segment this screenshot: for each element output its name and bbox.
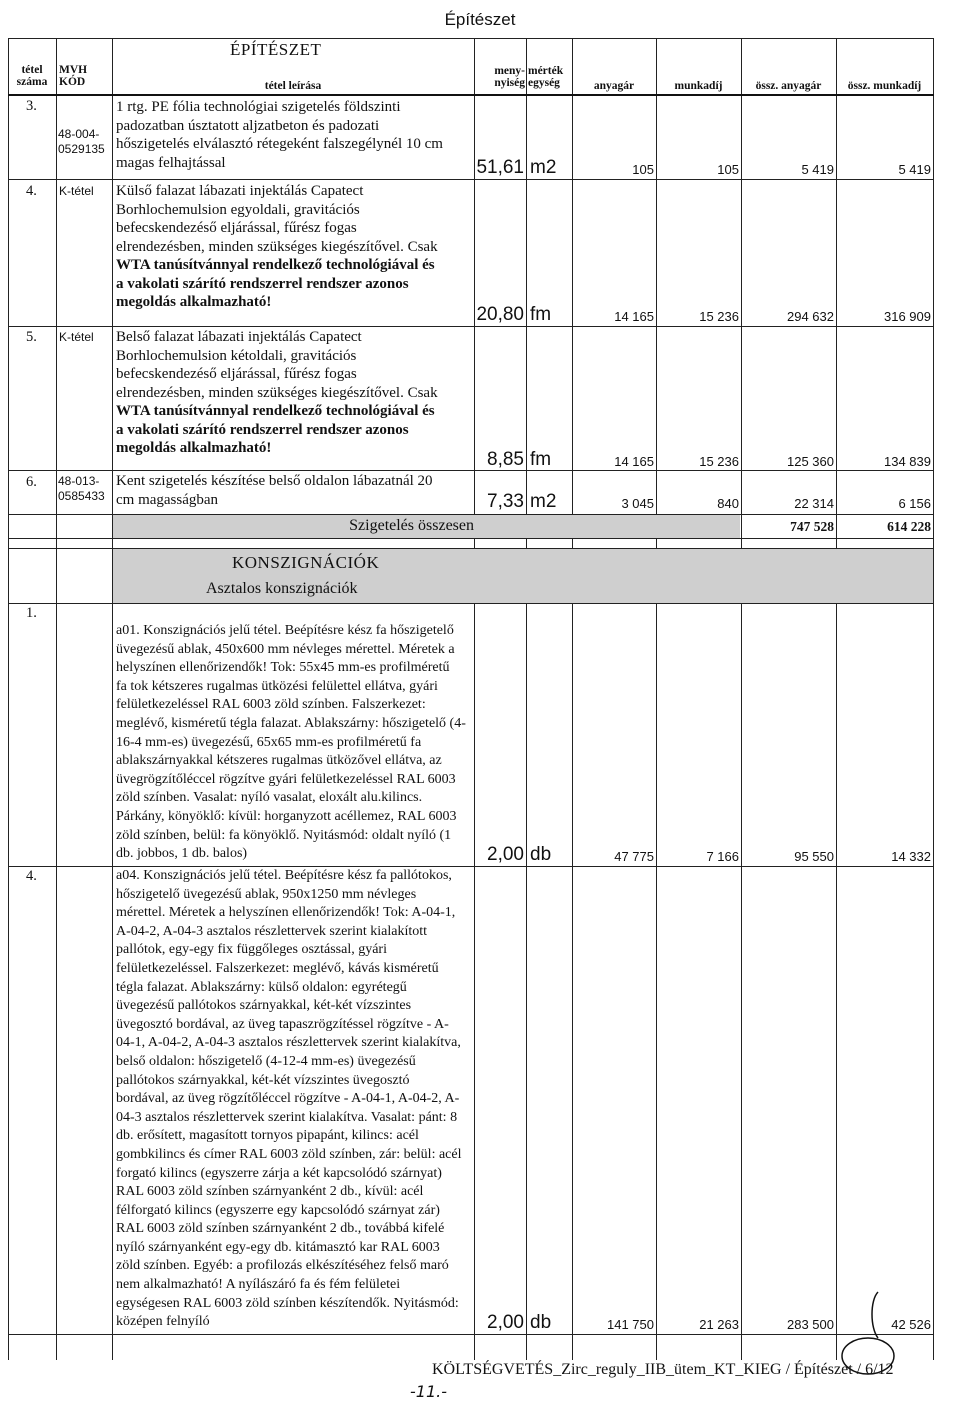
description-line: félforgató kilincs (egyszerre egy kapcsolódó szárnyat zár) <box>116 1202 440 1218</box>
row-labour: 7 166 <box>706 849 739 864</box>
description-line: a01. Konszignációs jelű tétel. Beépítésre kész fa hőszigetelő <box>116 623 454 638</box>
description-line: db. erősített, magasított tornyos pipapánt, kilincs: acél <box>116 1128 419 1144</box>
row-description <box>116 328 472 458</box>
row-material: 47 775 <box>614 849 654 864</box>
handwritten-bracket-mark <box>864 1290 884 1340</box>
handwritten-mark: -11.- <box>410 1382 447 1401</box>
description-line: pallótok, egy-egy fix függőleges osztással, gyári <box>116 942 387 958</box>
row-total-labour: 6 156 <box>898 496 931 511</box>
description-line: üvegezésű ablak, 450x600 mm névleges mérettel. Méretek a <box>116 641 455 657</box>
description-line: hőszigetelő üvegezésű ablak, 950x1250 mm névleges <box>116 886 417 902</box>
grid-line <box>933 38 934 1360</box>
row-unit: fm <box>530 449 552 470</box>
header-code: MVH KÓD <box>59 64 88 88</box>
subtotal-total-material: 747 528 <box>790 519 834 534</box>
description-line: üvegosztó bordával, az üveg tapaszrögzítéssel rögzítve - A- <box>116 1016 449 1032</box>
footer-filename: KÖLTSÉGVETÉS_Zirc_reguly_IIB_ütem_KT_KIEG / Építészet / 6/12 <box>432 1361 894 1378</box>
row-number: 5. <box>26 329 37 345</box>
description-line: ablakszárnyakkal kétszeres rugalmas ütközővel ellátva, az <box>116 753 442 769</box>
grid-line <box>836 38 837 1360</box>
row-material: 14 165 <box>614 454 654 469</box>
row-number: 6. <box>26 474 37 490</box>
description-line: nyíló szárnyanként egy-egy db. kitámasztó kar RAL 6003 <box>116 1239 440 1255</box>
header-quantity: meny- nyiség <box>494 65 525 89</box>
description-line: elrendezésben, minden szükséges kiegészítővel. Csak <box>116 238 438 255</box>
header-total-labour: össz. munkadíj <box>847 80 922 92</box>
row-total-material: 125 360 <box>787 454 834 469</box>
description-line: felületkezeléssel. Falszerkezet: meglévő, kávás kisméretű <box>116 960 439 976</box>
row-total-labour: 316 909 <box>884 309 931 324</box>
description-line: 04-3 asztalos részlettervek szerint kialakítva. Vasalat: pánt: 8 <box>116 1109 458 1125</box>
row-total-material: 294 632 <box>787 309 834 324</box>
description-line: egységesen RAL 6003 zöld színben készítendők. Nyitásmód: <box>116 1295 459 1311</box>
description-line: bordával, az üveg rögzítőléccel rögzítve - A-04-1, A-04-2, A- <box>116 1091 460 1107</box>
row-description <box>116 867 472 1332</box>
description-line: befecskendezéső eljárással, fűrész fogas <box>116 220 357 236</box>
description-line: forgató kilincs (egyszerre zárja a két kapcsolódó szárnyat) <box>116 1165 442 1181</box>
grid-line <box>112 38 113 1360</box>
row-total-labour: 134 839 <box>884 454 931 469</box>
description-line: mérettel. Méretek a helyszínen ellenőrizendők! Tok: A-04-1, <box>116 905 456 921</box>
row-description <box>116 98 472 172</box>
grid-line <box>474 38 475 1360</box>
description-line: fa tok kétszeres rugalmas ütközési felülettel ellátva, gyári <box>116 678 438 694</box>
grid-line <box>8 470 934 471</box>
description-line: tégla falazat. Ablakszárny: külső oldalon: egyrétegű <box>116 979 407 995</box>
header-description: tétel leírása <box>264 80 322 92</box>
row-quantity: 20,80 <box>476 304 524 325</box>
description-line: Kent szigetelés készítése belső oldalon lábazatnál 20 <box>116 473 433 489</box>
description-line: a04. Konszignációs jelű tétel. Beépítésre kész fa pallótokos, <box>116 868 452 883</box>
description-line: megoldás alkalmazható! <box>116 440 272 456</box>
row-code: K-tétel <box>59 330 94 344</box>
grid-line <box>8 38 934 39</box>
description-line: padozatban úsztatott aljzatbeton és padozati <box>116 117 380 134</box>
row-number: 4. <box>26 183 37 199</box>
description-line: Belső falazat lábazati injektálás Capatect <box>116 329 362 345</box>
description-line: belső oldalon: hőszigetelő (4-12-4 mm-es) üvegezésű <box>116 1053 416 1069</box>
header-unit: mérték egység <box>528 65 564 89</box>
row-number: 4. <box>26 868 37 884</box>
description-line: Párkány, könyöklő: kívül: horganyzott acéllemez, RAL 6003 <box>116 808 457 824</box>
row-description <box>116 622 472 864</box>
grid-line <box>526 38 527 1360</box>
subtotal-total-labour: 614 228 <box>887 519 931 534</box>
description-line: pallótokos szárnyakkal, két-két vízszintes üvegosztó <box>116 1072 410 1088</box>
header-material: anyagár <box>593 80 635 92</box>
row-labour: 15 236 <box>699 309 739 324</box>
description-line: a vakolati szárító rendszerrel rendszer azonos <box>116 421 409 438</box>
row-description <box>116 182 472 312</box>
header-total-material: össz. anyagár <box>755 80 822 92</box>
grid-line <box>741 38 742 1360</box>
description-line: cm magasságban <box>116 491 219 508</box>
row-total-material: 283 500 <box>787 1317 834 1332</box>
grid-line <box>8 603 934 604</box>
row-material: 105 <box>632 162 654 177</box>
row-quantity: 7,33 <box>487 491 524 512</box>
section2-title: KONSZIGNÁCIÓK <box>232 553 380 572</box>
row-unit: fm <box>530 304 552 325</box>
grid-line <box>8 538 934 539</box>
description-line: hőszigetelés elválasztó rétegeként falszegélynél 10 cm <box>116 136 443 152</box>
description-line: üvegrögzítőléccel rögzítve gyári felületkezeléssel RAL 6003 <box>116 771 456 787</box>
row-unit: m2 <box>530 491 557 512</box>
row-code: 48-004- 0529135 <box>58 127 105 156</box>
row-unit: m2 <box>530 157 557 178</box>
row-quantity: 8,85 <box>487 449 524 470</box>
description-line: db. jobbos, 1 db. balos) <box>116 846 248 862</box>
description-line: üvegezésű pallótokos szárnyakkal, két-két vízszintes <box>116 998 412 1014</box>
description-line: zöld színben. Vasalat: nyíló vasalat, eloxált alu.kilincs. <box>116 790 423 806</box>
page-circle-mark <box>838 1334 898 1378</box>
description-line: helyszínen ellenőrizendők! Tok: 55x45 mm-es profilméretű <box>116 660 450 676</box>
row-material: 14 165 <box>614 309 654 324</box>
row-quantity: 2,00 <box>487 1312 524 1333</box>
row-total-labour: 14 332 <box>891 849 931 864</box>
description-line: magas felhajtással <box>116 154 226 171</box>
row-labour: 21 263 <box>699 1317 739 1332</box>
row-quantity: 51,61 <box>476 157 524 178</box>
row-quantity: 2,00 <box>487 844 524 865</box>
row-material: 3 045 <box>621 496 654 511</box>
description-line: elrendezésben, minden szükséges kiegészítővel. Csak <box>116 384 438 401</box>
description-line: felületkezeléssel RAL 6003 zöld színben. Falszerkezet: <box>116 697 426 713</box>
description-line: 04-1, A-04-2, A-04-3 asztalos részlettervek szerint kialakítva, <box>116 1035 461 1051</box>
description-line: WTA tanúsítvánnyal rendelkező technológiával és <box>116 257 435 273</box>
description-line: 1 rtg. PE fólia technológiai szigetelés földszinti <box>116 99 401 115</box>
description-line: középen felnyíló <box>116 1314 210 1330</box>
section2-subtitle: Asztalos konszignációk <box>206 580 358 597</box>
description-line: gombkilincs és címer RAL 6003 zöld színben, zár: belül: acél <box>116 1146 462 1162</box>
grid-line <box>8 179 934 180</box>
row-description <box>116 472 472 509</box>
grid-line <box>8 326 934 327</box>
row-material: 141 750 <box>607 1317 654 1332</box>
row-total-labour: 5 419 <box>898 162 931 177</box>
description-line: meglévő, kisméretű tégla falazat. Ablakszárny: hőszigetelő (4- <box>116 715 466 731</box>
grid-line <box>8 38 9 1360</box>
description-line: WTA tanúsítvánnyal rendelkező technológiával és <box>116 403 435 419</box>
row-unit: db <box>530 1312 552 1333</box>
header-labour: munkadíj <box>674 80 723 92</box>
row-labour: 840 <box>717 496 739 511</box>
row-unit: db <box>530 844 552 865</box>
description-line: A-04-2, A-04-3 asztalos részlettervek szerint kialakított <box>116 923 428 939</box>
row-code: K-tétel <box>59 184 94 198</box>
description-line: RAL 6003 zöld színben szárnyanként 2 db., kívül: acél <box>116 1184 424 1200</box>
grid-line <box>572 38 573 1360</box>
row-labour: 15 236 <box>699 454 739 469</box>
description-line: RAL 6003 zöld színben szárnyanként 2 db., továbbá kifelé <box>116 1221 445 1237</box>
description-line: Borhlochemulsion egyoldali, gravitációs <box>116 201 360 218</box>
grid-line <box>56 38 57 1360</box>
subtotal-label: Szigetelés összesen <box>349 517 474 534</box>
row-labour: 105 <box>717 162 739 177</box>
grid-line <box>656 38 657 1360</box>
row-number: 1. <box>26 605 37 621</box>
row-code: 48-013- 0585433 <box>58 474 105 503</box>
description-line: befecskendezéső eljárással, fűrész fogas <box>116 366 357 382</box>
row-total-material: 95 550 <box>794 849 834 864</box>
section-title: ÉPÍTÉSZET <box>230 40 322 59</box>
description-line: 16-4 mm-es) üvegezésű, 65x65 mm-es profilméretű fa <box>116 734 422 750</box>
description-line: zöld színben. Egyéb: a profilozás elkészítéséhez felső maró <box>116 1258 449 1274</box>
description-line: nem alkalmazható! A nyílászáró fa és fém felületei <box>116 1277 401 1293</box>
row-total-material: 22 314 <box>794 496 834 511</box>
description-line: Borhlochemulsion kétoldali, gravitációs <box>116 347 357 364</box>
header-item-no: tétel száma <box>16 64 48 88</box>
description-line: zöld színben, belül: fa könyöklő. Nyitásmód: oldalt nyíló (1 <box>116 827 452 843</box>
grid-line <box>8 1334 934 1335</box>
description-line: a vakolati szárító rendszerrel rendszer azonos <box>116 275 409 292</box>
row-total-labour: 42 526 <box>891 1317 931 1332</box>
row-total-material: 5 419 <box>801 162 834 177</box>
grid-line <box>8 94 934 96</box>
page-category: Építészet <box>444 10 516 29</box>
description-line: Külső falazat lábazati injektálás Capatect <box>116 183 364 199</box>
row-number: 3. <box>26 98 37 114</box>
description-line: megoldás alkalmazható! <box>116 294 272 310</box>
